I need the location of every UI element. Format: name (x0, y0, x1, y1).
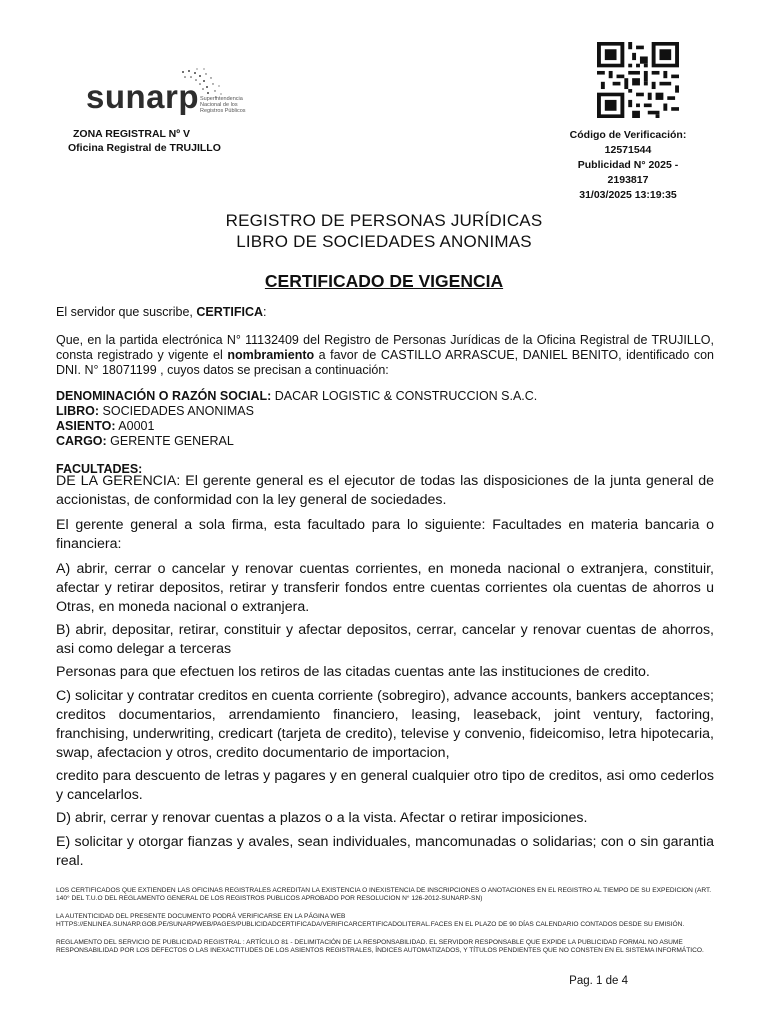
logo-subtitle: Superintendencia Nacional de los Registros Públicos (200, 96, 246, 114)
field-libro (56, 404, 714, 419)
verification-block (498, 128, 698, 203)
field-asiento (56, 419, 714, 434)
field-libro-label: LIBRO: (56, 404, 100, 418)
field-asiento-label: ASIENTO: (56, 419, 116, 433)
paragraph-a: A) abrir, cerrar o cancelar y renovar cuentas corrientes, en moneda nacional o extranjera, constituir, afectar y retirar depositos, retirar y transferir fondos entre cuentas corrientes ola cuentas de ahorros u Otras, en moneda nacional o extranjera. (56, 561, 714, 615)
registry-title: REGISTRO DE PERSONAS JURÍDICAS (225, 211, 543, 230)
facultades-heading: FACULTADES: (56, 462, 143, 476)
footer-note-certificates: LOS CERTIFICADOS QUE EXTIENDEN LAS OFICINAS REGISTRALES ACREDITAN LA EXISTENCIA O INEXISTENCIA DE INSCRIPCIONES O ANOTACIONES EN EL REGISTRO AL TIEMPO DE SU EXPEDICION (ART. 140° DEL T.U.O DEL REGLAMENTO GENERAL DE LOS REGISTROS PUBLICOS APROBADO POR RESOLUCION N° 126-2012-SUNARP-SN) (56, 887, 712, 902)
issue-datetime: 31/03/2025 13:19:35 (579, 189, 677, 201)
oficina-registral: Oficina Registral de TRUJILLO (68, 142, 221, 154)
certificate-title (0, 271, 768, 292)
field-asiento-value: A0001 (115, 419, 155, 433)
verification-code: 12571544 (604, 144, 652, 156)
page-number: Pag. 1 de 4 (569, 975, 628, 987)
que-prefix: Que, en la partida electrónica N° 11132409 del Registro de Personas Jurídicas de la Oficina Registral de TRUJILLO, consta registrado y vigente el (56, 333, 714, 362)
publicity-number: Publicidad N° 2025 - 2193817 (577, 159, 679, 186)
qr-code-icon (597, 42, 679, 118)
paragraph-gerencia: DE LA GERENCIA: El gerente general es el ejecutor de todas las disposiciones de la junta general de accionistas, de conformidad con la ley general de sociedades. (56, 473, 714, 508)
qr-code (597, 42, 679, 118)
field-cargo (56, 434, 714, 449)
zone-registral: ZONA REGISTRAL Nº V (73, 128, 191, 140)
footer-note-regulation: REGLAMENTO DEL SERVICIO DE PUBLICIDAD REGISTRAL : ARTÍCULO 81 - DELIMITACIÓN DE LA RESPONSABILIDAD. EL SERVIDOR RESPONSABLE QUE EXPIDE LA PUBLICIDAD FORMAL NO ASUME RESPONSABILIDAD POR LOS DEFECTOS O LAS INEXACTITUDES DE LOS ASIENTOS REGISTRALES, ÍNDICES AUTOMATIZADOS, Y TÍTULOS PENDIENTES QUE NO CONSTEN EN EL SISTEMA INFORMÁTICO. (56, 939, 704, 954)
intro-prefix: El servidor que suscribe, (56, 305, 197, 319)
certificate-title-text: CERTIFICADO DE VIGENCIA (264, 271, 504, 291)
paragraph-c: C) solicitar y contratar creditos en cuenta corriente (sobregiro), advance accounts, bankers acceptances; creditos documentarios, arrendamiento financiero, leasing, leaseback, joint ventury, factoring, franchising, underwriting, credicart (tarjeta de credito), televise y convenio, fideicomiso, letra hipotecaria, swap, afectacion y otros, credito documentario de importacion, (56, 688, 714, 761)
intro-sentence (56, 305, 714, 320)
field-libro-value: SOCIEDADES ANONIMAS (99, 404, 254, 418)
que-suffix: a favor de CASTILLO ARRASCUE, DANIEL BENITO, identificado con DNI. N° 18071199 , cuyos datos se precisan a continuación: (56, 348, 714, 377)
paragraph-sola-firma: El gerente general a sola firma, esta facultado para lo siguiente: Facultades en materia bancaria o financiera: (56, 517, 714, 552)
paragraph-d: D) abrir, cerrar y renovar cuentas a plazos o a la vista. Afectar o retirar imposiciones. (56, 810, 588, 826)
paragraph-personas: Personas para que efectuen los retiros de las citadas cuentas ante las instituciones de credito. (56, 664, 650, 680)
company-fields (56, 389, 714, 449)
footer-note-authenticity: LA AUTENTICIDAD DEL PRESENTE DOCUMENTO PODRÁ VERIFICARSE EN LA PÁGINA WEB HTTPS://ENLINEA.SUNARP.GOB.PE/SUNARPWEB/PAGES/PUBLICIDADCERTIFICADA/VERIFICARCERTIFICADOLITERAL.FACES EN EL PLAZO DE 90 DÍAS CALENDARIO CONTADOS DESDE SU EMISIÓN. (56, 913, 685, 928)
field-denominacion (56, 389, 714, 404)
field-denominacion-label: DENOMINACIÓN O RAZÓN SOCIAL: (56, 389, 272, 403)
intro-suffix: : (263, 305, 267, 319)
que-nombramiento: nombramiento (227, 348, 315, 362)
paragraph-e: E) solicitar y otorgar fianzas y avales, sean individuales, mancomunadas o solidarias; con o sin garantia real. (56, 834, 714, 869)
verification-label: Código de Verificación: (569, 129, 687, 141)
paragraph-b: B) abrir, depositar, retirar, constituir y afectar depositos, cerrar, cancelar y renovar cuentas de ahorros, asi como delegar a terceras (56, 622, 714, 657)
logo-wordmark: sunarp (86, 78, 200, 115)
que-paragraph (56, 333, 714, 378)
field-denominacion-value: DACAR LOGISTIC & CONSTRUCCION S.A.C. (271, 389, 538, 403)
field-cargo-value: GERENTE GENERAL (106, 434, 234, 448)
field-cargo-label: CARGO: (56, 434, 107, 448)
intro-certifica: CERTIFICA (196, 305, 264, 319)
book-title: LIBRO DE SOCIEDADES ANONIMAS (236, 232, 532, 251)
paragraph-credito: credito para descuento de letras y pagares y en general cualquier otro tipo de creditos, asi omo cederlos y cancelarlos. (56, 768, 714, 803)
